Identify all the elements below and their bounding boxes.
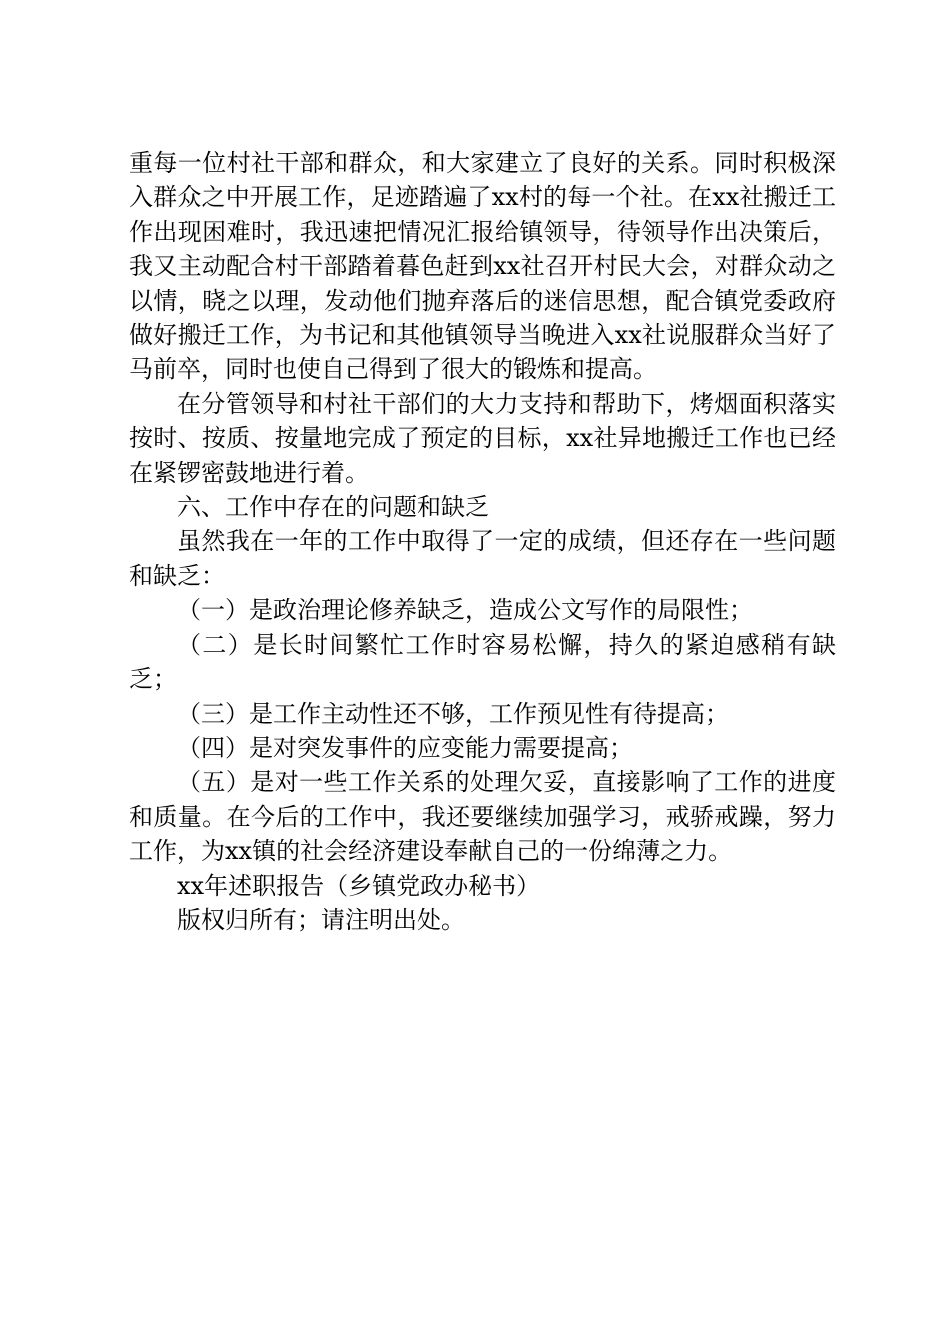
problem-item-4: （四）是对突发事件的应变能力需要提高； bbox=[177, 733, 633, 762]
problem-item-2: （二）是长时间繁忙工作时容易松懈，持久的紧迫感稍有缺乏； bbox=[129, 630, 836, 694]
problem-item-5: （五）是对一些工作关系的处理欠妥，直接影响了工作的进度和质量。在今后的工作中，我还要继续加强学习，戒骄戒躁，努力工作，为xx镇的社会经济建设奉献自己的一份绵薄之力。 bbox=[129, 768, 836, 866]
copyright-notice: 版权归所有；请注明出处。 bbox=[177, 905, 465, 934]
problem-item-3: （三）是工作主动性还不够，工作预见性有待提高； bbox=[177, 699, 729, 728]
paragraph-continuation: 重每一位村社干部和群众，和大家建立了良好的关系。同时积极深入群众之中开展工作，足迹踏遍了xx村的每一个社。在xx社搬迁工作出现困难时，我迅速把情况汇报给镇领导，待领导作出决策后，我又主动配合村干部踏着暮色赶到xx社召开村民大会，对群众动之以情，晓之以理，发动他们抛弃落后的迷信思想，配合镇党委政府做好搬迁工作，为书记和其他镇领导当晚进入xx社说服群众当好了马前卒，同时也使自己得到了很大的锻炼和提高。 bbox=[129, 149, 836, 384]
paragraph-problems-intro: 虽然我在一年的工作中取得了一定的成绩，但还存在一些问题和缺乏： bbox=[129, 527, 836, 590]
problem-item-1: （一）是政治理论修养缺乏，造成公文写作的局限性； bbox=[177, 596, 753, 625]
paragraph-achievements: 在分管领导和村社干部们的大力支持和帮助下，烤烟面积落实按时、按质、按量地完成了预定的目标，xx社异地搬迁工作也已经在紧锣密鼓地进行着。 bbox=[129, 389, 836, 487]
section-heading-problems: 六、工作中存在的问题和缺乏 bbox=[177, 493, 489, 522]
document-body bbox=[129, 146, 836, 937]
report-title-line: xx年述职报告（乡镇党政办秘书） bbox=[177, 871, 541, 900]
